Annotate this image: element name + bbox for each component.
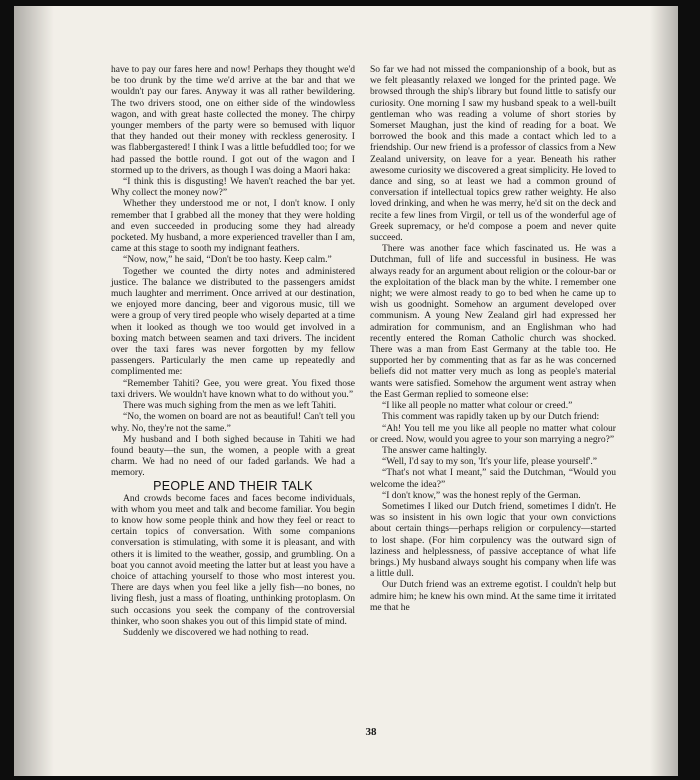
- paragraph: “I like all people no matter what colour or creed.”: [382, 400, 573, 412]
- paragraph: “I don't know,” was the honest reply of the German.: [382, 489, 581, 501]
- paragraph: This comment was rapidly taken up by our Dutch friend:: [382, 411, 600, 423]
- paragraph: So far we had not missed the companionship of a book, but as we felt pleasantly relaxed we longed for the printed page. We browsed through the ship's library but found little to satisfy our curiosity. One morning I saw my husband speak to a well-built gentleman who was reading a volume of short stories by Somerset Maughan, just the kind of reading for a boat. We borrowed the book and this made a contact which led to a friendship. Our new friend is a professor of classics from a New Zealand university, on leave for a year. Beneath his rather awesome curiosity we discovered a great simplicity. He loved to dance and sing, so at least we had a common ground of conversation if intellectual topics grew rather weighty. He also loved drinking, and when he was merry, he'd sit on the deck and recite a few lines from Virgil, or tell us of the wonderful age of Greek supremacy, or he'd compose a poem and never quite succeed.: [370, 64, 616, 244]
- paragraph: “Remember Tahiti? Gee, you were great. You fixed those taxi drivers. We wouldn't have known what to do without you.”: [111, 377, 355, 400]
- paragraph: have to pay our fares here and now! Perhaps they thought we'd be too drunk by the time we'd arrive at the bar and that we wouldn't pay our fares. Anyway it was all rather bewildering. The two drivers stood, one on either side of the windowless wagon, and with great haste collected the money. The chirpy younger members of the party were so bemused with liquor that they handed out their money with reckless generosity. I was flabbergastered! I think I was a little befuddled too; for we had passed the bottle round. I got out of the wagon and I stormed up to the drivers, as though I was doing a Maori haka:: [111, 64, 355, 176]
- paragraph: Our Dutch friend was an extreme egotist. I couldn't help but admire him; he knew his own mind. At the same time it irritated me that he: [370, 579, 616, 613]
- paragraph: “Ah! You tell me you like all people no matter what colour or creed. Now, would you agree to your son marrying a negro?”: [370, 422, 616, 445]
- paragraph: And crowds become faces and faces become individuals, with whom you meet and talk and become familiar. You begin to know how some people think and how they feel or react to certain topics of conversation. With some companions conversation is stimulating, with some it is pleasant, and with others it is limited to the weather, gossip, and grumbling. On a boat you cannot avoid meeting the latter but at least you have a choice of attaching yourself to those who most interest you. There are days when you feel like a jelly fish—no bones, no living flesh, just a mass of floating, unthinking protoplasm. On such occasions you seek the company of the controversial thinker, who soon shakes you out of this limpid state of mind.: [111, 492, 355, 627]
- paragraph: Suddenly we discovered we had nothing to read.: [123, 626, 309, 638]
- section-heading: PEOPLE AND THEIR TALK: [153, 478, 313, 493]
- paragraph: The answer came haltingly.: [382, 444, 487, 456]
- paragraph: There was much sighing from the men as we left Tahiti.: [123, 400, 337, 412]
- gutter-shadow: [14, 6, 54, 776]
- paragraph: “That's not what I meant,” said the Dutchman, “Would you welcome the idea?”: [370, 467, 616, 490]
- paragraph: My husband and I both sighed because in Tahiti we had found beauty—the sun, the women, a people with a great charm. We had no need of our faded garlands. We had a memory.: [111, 433, 355, 479]
- right-column: [370, 64, 616, 613]
- paragraph: “Well, I'd say to my son, 'It's your life, please yourself'.”: [382, 456, 598, 468]
- paragraph: Whether they understood me or not, I don't know. I only remember that I grabbed all the money that they were holding and even succeeded in producing some they had already pocketed. My husband, a more experienced traveller than I am, came at this stage to sooth my indignant feathers.: [111, 198, 355, 255]
- page-edge-shadow: [650, 6, 678, 776]
- paragraph: Together we counted the dirty notes and administered justice. The balance we distributed to the passengers amidst much laughter and merriment. Once arrived at our destination, we enjoyed more dancing, beer and vigorous music, till we were a group of very tired people who wisely departed at a time when it looked as though we too would get involved in a boxing match between seamen and taxi drivers. The incident over the taxi fares was never forgotten by my fellow passengers. Particularly the men came up repeatedly and complimented me:: [111, 265, 355, 378]
- paragraph: Sometimes I liked our Dutch friend, sometimes I didn't. He was so insistent in his own logic that your own convictions about certain things—perhaps religion or corpulency—started to lost shape. (For him corpulency was the outward sign of laziness and helplessness, of passive acceptance of what life brings.) My husband always sought his company when life was a little dull.: [370, 500, 616, 580]
- page-number: 38: [365, 726, 377, 738]
- left-column: [111, 64, 355, 638]
- paragraph: “I think this is disgusting! We haven't reached the bar yet. Why collect the money now?”: [111, 176, 355, 199]
- paragraph: “No, the women on board are not as beautiful! Can't tell you why. No, they're not the same.”: [111, 411, 355, 434]
- paragraph: There was another face which fascinated us. He was a Dutchman, full of life and successful in business. He was always ready for an argument about religion or the colour-bar or the exploitation of the black man by the white. I remember one night; we were almost ready to go to bed when he came up to wish us goodnight. Somehow an argument developed over communism. A young New Zealand girl had expressed her admiration for communism, and an Englishman who had recently entered the Roman Catholic church was shocked. There was a man from East Germany at the table too. He supported her by commenting that as far as he was concerned beliefs did not matter very much as long as people's material wants were satisfied. Somehow the argument went astray when the East German replied to someone else:: [370, 243, 616, 400]
- paragraph: “Now, now,” he said, “Don't be too hasty. Keep calm.”: [123, 254, 332, 266]
